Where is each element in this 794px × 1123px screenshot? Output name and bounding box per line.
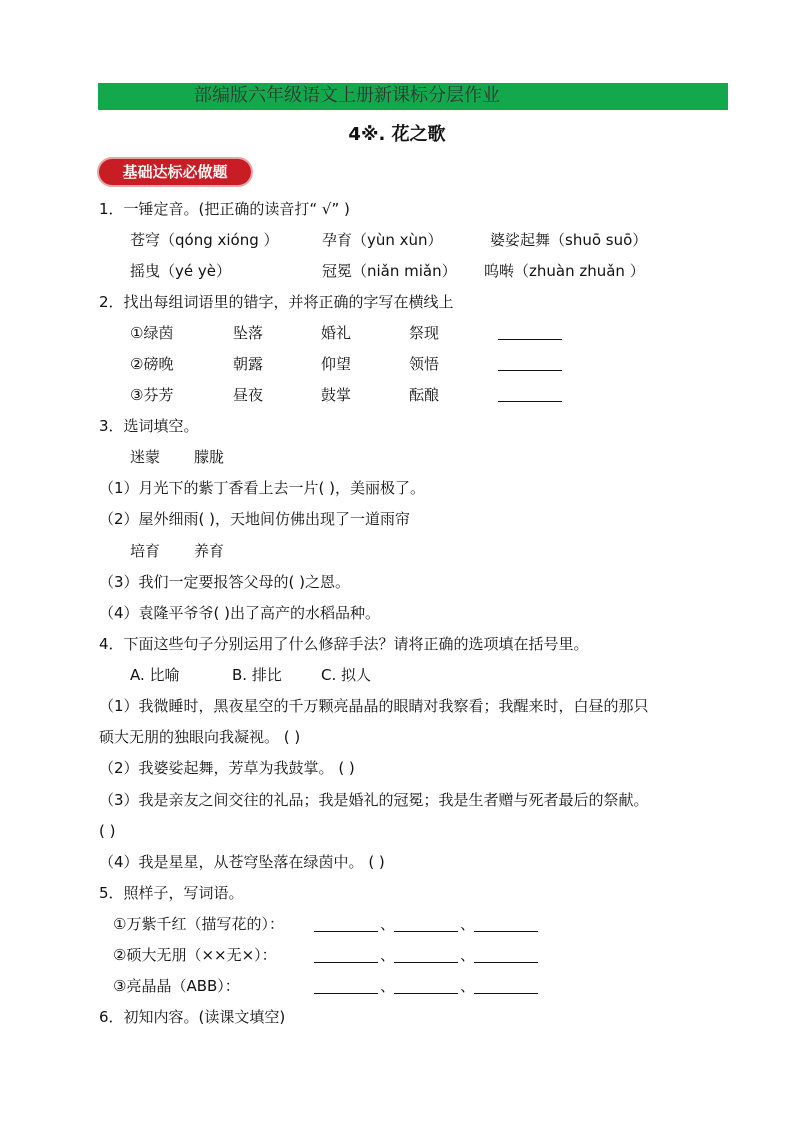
q2-word: 婚礼 — [321, 324, 352, 342]
separator: 、 — [380, 946, 396, 964]
q4-sentence: （2）我婆娑起舞，芳草为我鼓掌。 ( ) — [99, 759, 355, 777]
q2-word: 酝酿 — [409, 386, 440, 404]
q4-sentence: （4）我是星星，从苍穹坠落在绿茵中。 ( ) — [99, 853, 385, 871]
q3-option: 养育 — [194, 542, 225, 560]
q3-sentence: （1）月光下的紫丁香看上去一片( )，美丽极了。 — [99, 479, 426, 497]
answer-blank[interactable] — [498, 339, 562, 340]
q2-word: 领悟 — [409, 355, 440, 373]
separator: 、 — [460, 946, 476, 964]
q3-stem: 3．选词填空。 — [99, 417, 199, 435]
q4-option: C. 拟人 — [321, 666, 372, 684]
answer-blank[interactable] — [474, 962, 538, 963]
separator: 、 — [380, 977, 396, 995]
answer-blank[interactable] — [314, 962, 378, 963]
q2-word: 昼夜 — [233, 386, 264, 404]
q1-item: 摇曳（yé yè） — [130, 262, 231, 280]
q4-sentence: （3）我是亲友之间交往的礼品；我是婚礼的冠冕；我是生者赠与死者最后的祭献。 — [99, 791, 649, 809]
q5-prompt: ②硕大无朋（××无×）： — [113, 946, 277, 964]
q1-item: 冠冕（niǎn miǎn） — [322, 262, 457, 280]
q1-item: 孕育（yùn xùn） — [322, 231, 443, 249]
q5-prompt: ③亮晶晶（ABB）： — [113, 977, 240, 995]
lesson-title: 4※. 花之歌 — [348, 124, 446, 145]
q1-item: 婆娑起舞（shuō suō） — [490, 231, 648, 249]
separator: 、 — [380, 915, 396, 933]
q2-word: 鼓掌 — [321, 386, 352, 404]
q2-word: 坠落 — [233, 324, 264, 342]
answer-blank[interactable] — [394, 931, 458, 932]
q4-sentence: ( ) — [99, 822, 116, 840]
q3-sentence: （4）袁隆平爷爷( )出了高产的水稻品种。 — [99, 604, 381, 622]
q2-word: ②磅晚 — [130, 355, 174, 373]
banner-title: 部编版六年级语文上册新课标分层作业 — [194, 85, 500, 106]
q4-stem: 4．下面这些句子分别运用了什么修辞手法？请将正确的选项填在括号里。 — [99, 635, 589, 653]
answer-blank[interactable] — [314, 993, 378, 994]
answer-blank[interactable] — [498, 401, 562, 402]
answer-blank[interactable] — [474, 993, 538, 994]
answer-blank[interactable] — [498, 370, 562, 371]
answer-blank[interactable] — [394, 993, 458, 994]
q2-word: ③芬芳 — [130, 386, 174, 404]
q3-option: 培育 — [130, 542, 161, 560]
q3-option: 朦胧 — [194, 448, 225, 466]
separator: 、 — [460, 977, 476, 995]
q2-word: 祭现 — [409, 324, 440, 342]
q6-stem: 6．初知内容。(读课文填空) — [99, 1008, 286, 1026]
q2-word: ①绿茵 — [130, 324, 174, 342]
q1-item: 呜啭（zhuàn zhuǎn ） — [484, 262, 645, 280]
q2-word: 朝露 — [233, 355, 264, 373]
q1-item: 苍穹（qóng xióng ） — [130, 231, 279, 249]
q1-stem: 1．一锤定音。(把正确的读音打“ √” ) — [99, 200, 350, 218]
q2-word: 仰望 — [321, 355, 352, 373]
q4-option: B. 排比 — [232, 666, 282, 684]
answer-blank[interactable] — [394, 962, 458, 963]
q5-stem: 5．照样子，写词语。 — [99, 884, 244, 902]
answer-blank[interactable] — [474, 931, 538, 932]
q3-option: 迷蒙 — [130, 448, 161, 466]
section-badge: 基础达标必做题 — [99, 159, 251, 185]
q2-stem: 2．找出每组词语里的错字，并将正确的字写在横线上 — [99, 293, 454, 311]
q3-sentence: （3）我们一定要报答父母的( )之恩。 — [99, 573, 351, 591]
answer-blank[interactable] — [314, 931, 378, 932]
q3-sentence: （2）屋外细雨( )，天地间仿佛出现了一道雨帘 — [99, 510, 411, 528]
q4-option: A. 比喻 — [130, 666, 180, 684]
q4-sentence: 硕大无朋的独眼向我凝视。 ( ) — [99, 728, 301, 746]
q5-prompt: ①万紫千红（描写花的）： — [113, 915, 284, 933]
q4-sentence: （1）我微睡时，黑夜星空的千万颗亮晶晶的眼睛对我察看；我醒来时，白昼的那只 — [99, 697, 649, 715]
separator: 、 — [460, 915, 476, 933]
